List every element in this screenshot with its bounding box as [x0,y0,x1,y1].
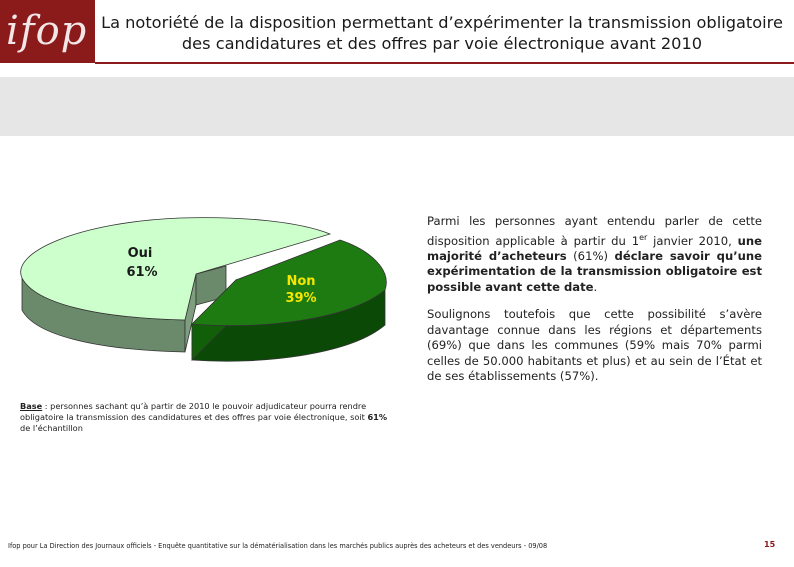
page-number: 15 [764,540,776,549]
commentary-p1 [427,214,762,295]
logo-text: ifop [6,8,88,54]
base-note [20,401,390,434]
slice-value-oui: 61% [126,265,158,280]
commentary [427,214,762,397]
commentary-p2: Soulignons toutefois que cette possibilité s’avère davantage connue dans les régions et départements (69%) que dans les communes (59% mais 70% parmi celles de 50.000 habitants et plus) et au sein de l’État et de ses établissements (57%). [427,307,762,384]
slice-value-non: 39% [285,291,317,306]
p1-bold-2: déclare savoir qu’une expérimentation de la transmission obligatoire est possible avant cette date [427,248,762,294]
base-lead: Base [20,401,43,411]
ifop-logo [0,0,95,63]
page-title: La notoriété de la disposition permettant d’expérimenter la transmission obligatoire des candidatures et des offres par voie électronique avant 2010 [101,13,783,53]
p1-text-a: Parmi les personnes ayant entendu parler de cette disposition applicable à partir du 1 [427,214,762,248]
p1-text-c: (61%) [566,248,615,263]
p1-bold: une majorité d’acheteurs [427,233,762,263]
pie-chart [0,160,400,390]
grey-band [0,77,794,136]
base-pct: 61% [367,412,388,422]
title-rule [95,62,794,64]
p1-text-b: janvier 2010, [647,233,738,248]
slice-label-oui: Oui [127,246,153,261]
footer-text: Ifop pour La Direction des Journaux officiels - Enquête quantitative sur la dématérialisation dans les marchés publics auprès des acheteurs et des vendeurs - 09/08 [8,542,548,550]
base-tail: de l’échantillon [20,423,83,433]
p1-end: . [593,279,598,294]
slice-label-non: Non [286,274,316,289]
p1-sup: er [639,232,648,242]
base-text: : personnes sachant qu’à partir de 2010 le pouvoir adjudicateur pourra rendre obligatoire la transmission des candidatures et des offres par voie électronique, soit [20,401,368,422]
